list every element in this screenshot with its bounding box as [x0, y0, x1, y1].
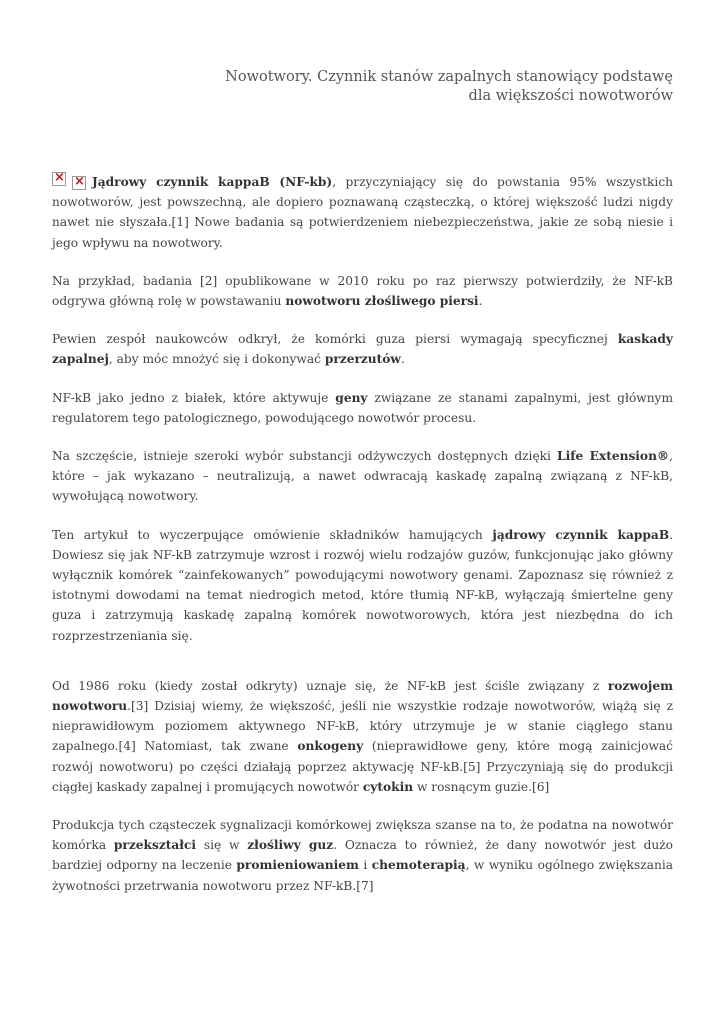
- term-oncogenes: onkogeny: [297, 739, 364, 754]
- paragraph-life-extension: Na szczęście, istnieje szeroki wybór substancji odżywczych dostępnych dzięki Life Extension®, które – jak wykazano – neutralizują, a nawet odwracają kaskadę zapalną związaną z NF-kB, wywołującą nowotwory.: [52, 449, 673, 504]
- paragraph-history: Od 1986 roku (kiedy został odkryty) uznaje się, że NF-kB jest ściśle związany z rozwojem nowotworu.[3] Dzisiaj wiemy, że większość, jeśli nie wszystkie rodzaje nowotworów, wiążą się z nieprawidłowym poziomem aktywnego NF-kB, który utrzymuje je w stanie ciągłego stanu zapalnego.[4] Natomiast, tak zwane onkogeny (nieprawidłowe geny, które mogą zainicjować rozwój nowotworu) po części działają poprzez aktywację NF-kB.[5] Przyczyniają się do produkcji ciągłej kaskady zapalnej i promujących nowotwór cytokin w rosnącym guzie.[6]: [52, 678, 673, 794]
- term-radiation: promieniowaniem: [236, 858, 359, 873]
- term-nuclear-factor-kappab: jądrowy czynnik kappaB: [492, 527, 670, 542]
- term-transform: przekształci: [113, 838, 197, 853]
- paragraph-signaling: Produkcja tych cząsteczek sygnalizacji komórkowej zwiększa szanse na to, że podatna na nowotwór komórka przekształci się w złośliwy guz. Oznacza to również, że dany nowotwór jest dużo bardziej odporny na leczenie promieniowaniem i chemoterapią, w wyniku ogólnego zwiększania żywotności przetrwania nowotworu przez NF-kB.[7]: [52, 818, 674, 893]
- term-life-extension: Life Extension®: [557, 449, 670, 464]
- term-inflammatory-cascade: kaskady zapalnej: [52, 332, 673, 367]
- document-title: Nowotwory. Czynnik stanów zapalnych stanowiący podstawę dla większości nowotworów: [225, 69, 673, 104]
- broken-image-icon: [52, 172, 66, 186]
- term-chemotherapy: chemoterapią: [371, 858, 466, 873]
- paragraph-genes: NF-kB jako jedno z białek, które aktywuje geny związane ze stanami zapalnymi, jest głównym regulatorem tego patologicznego, powodującego nowotwór procesu.: [52, 390, 674, 425]
- term-metastases: przerzutów: [324, 352, 401, 367]
- term-tumor-development: rozwojem nowotworu: [52, 678, 673, 714]
- paragraph-article-overview: Ten artykuł to wyczerpujące omówienie składników hamujących jądrowy czynnik kappaB. Dowiesz się jak NF-kB zatrzymuje wzrost i rozwój wielu rodzajów guzów, funkcjonując jako główny wyłącznik komórek “zainfekowanych” powodującymi nowotwory genami. Zapoznasz się również z istotnymi dowodami na temat niedrogich metod, które tłumią NF-kB, wyłączają śmiertelne geny guza i zatrzymują kaskadę zapalną komórek nowotworowych, która jest niezbędna do ich rozprzestrzeniania się.: [52, 527, 673, 643]
- term-breast-cancer: nowotworu złośliwego piersi: [285, 294, 479, 309]
- term-genes: geny: [335, 390, 368, 405]
- term-cytokines: cytokin: [362, 779, 414, 794]
- paragraph-intro: × ×Jądrowy czynnik kappaB (NF-kb), przyczyniający się do powstania 95% wszystkich nowotworów, jest powszechną, ale dopiero poznawaną cząsteczką, o której większość ludzi nigdy nawet nie słyszała.[1] Nowe badania są potwierdzeniem niebezpieczeństwa, jakie ze sobą niesie i jego wpływu na nowotwory.: [52, 172, 673, 253]
- term-malignant-tumor: złośliwy guz: [247, 838, 334, 853]
- broken-image-icon: [72, 176, 86, 190]
- term-nf-kb: Jądrowy czynnik kappaB (NF-kb): [92, 175, 333, 189]
- paragraph-inflammatory-cascade: Pewien zespół naukowców odkrył, że komórki guza piersi wymagają specyficznej kaskady zapalnej, aby móc mnożyć się i dokonywać przerzutów.: [52, 332, 673, 367]
- article-body: [52, 172, 673, 914]
- paragraph-breast-cancer: Na przykład, badania [2] opublikowane w 2010 roku po raz pierwszy potwierdziły, że NF-kB odgrywa główną rolę w powstawaniu nowotworu złośliwego piersi.: [52, 273, 673, 309]
